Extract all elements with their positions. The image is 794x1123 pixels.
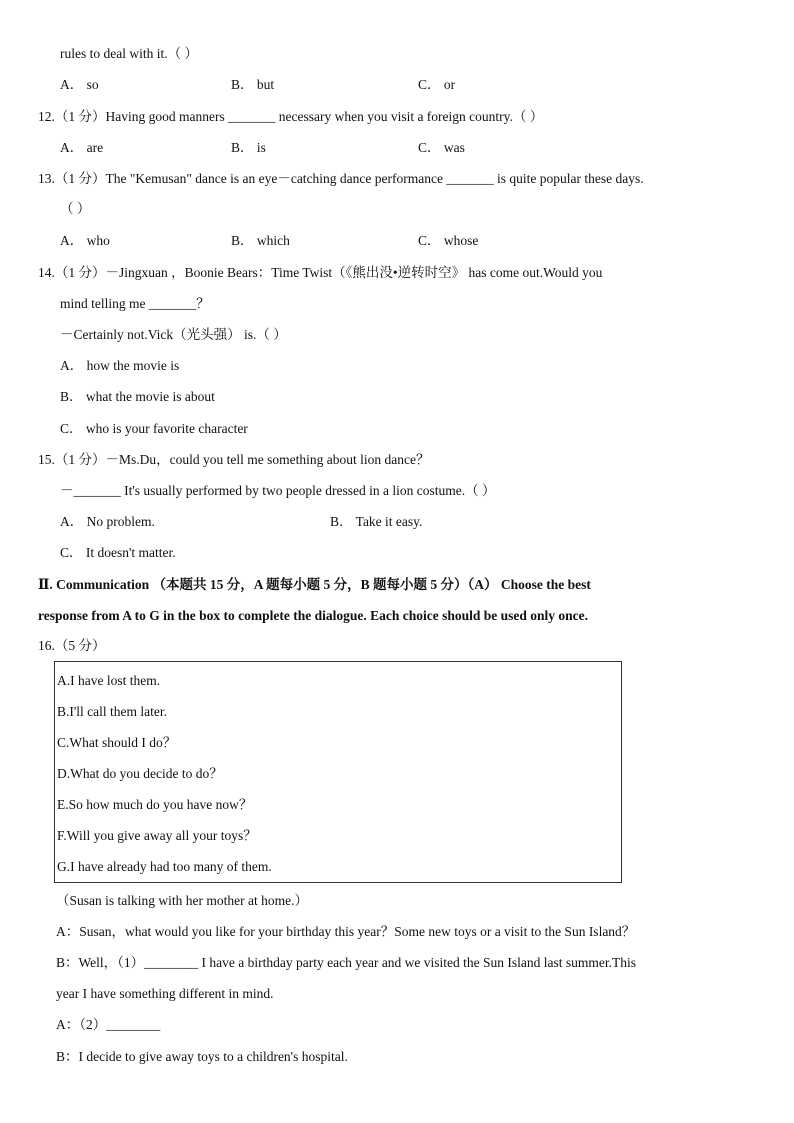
- q11-stem-tail: rules to deal with it.（ ）: [60, 46, 198, 61]
- q15-option-b[interactable]: B． Take it easy.: [330, 514, 423, 529]
- q14-stem-line2: mind telling me _______？: [60, 296, 210, 311]
- section-2-instructions: response from A to G in the box to complete the dialogue. Each choice should be used only once.: [38, 608, 589, 623]
- q14-option-c[interactable]: C． who is your favorite character: [60, 421, 248, 436]
- q11-option-b[interactable]: B． but: [231, 77, 275, 92]
- q13-option-a[interactable]: A． who: [60, 233, 110, 248]
- q12-option-b[interactable]: B． is: [231, 140, 266, 155]
- dialogue-line-b2: B：I decide to give away toys to a children's hospital.: [56, 1049, 348, 1064]
- q15-stem: 15.（1 分）－Ms.Du，could you tell me something about lion dance？: [38, 452, 430, 467]
- q15-option-c[interactable]: C． It doesn't matter.: [60, 545, 176, 560]
- q14-stem: 14.（1 分）－Jingxuan ，Boonie Bears：Time Twist（《熊出没•逆转时空》 has come out.Would you: [38, 265, 603, 280]
- dialogue-line-b1-cont: year I have something different in mind.: [56, 986, 274, 1001]
- section-2-heading: Ⅱ. Communication （本题共 15 分，A 题每小题 5 分，B 题每小题 5 分）（A） Choose the best: [38, 577, 591, 592]
- q16-label: 16.（5 分）: [38, 638, 106, 653]
- choice-e: E.So how much do you have now？: [57, 797, 253, 812]
- dialogue-line-a2[interactable]: A：（2）________: [56, 1017, 161, 1032]
- dialogue-context: （Susan is talking with her mother at home.）: [56, 893, 308, 908]
- dialogue-line-a1: A：Susan，what would you like for your birthday this year？Some new toys or a visit to the Sun Island？: [56, 924, 636, 939]
- choice-d: D.What do you decide to do？: [57, 766, 223, 781]
- q13-option-b[interactable]: B． which: [231, 233, 290, 248]
- choice-b: B.I'll call them later.: [57, 704, 168, 719]
- dialogue-line-b1[interactable]: B：Well，（1）________ I have a birthday party each year and we visited the Sun Island last summer.This: [56, 955, 637, 970]
- q13-option-c[interactable]: C． whose: [418, 233, 479, 248]
- choice-g: G.I have already had too many of them.: [57, 859, 272, 874]
- choice-c: C.What should I do？: [57, 735, 177, 750]
- choice-f: F.Will you give away all your toys？: [57, 828, 257, 843]
- q11-option-a[interactable]: A． so: [60, 77, 99, 92]
- q15-response: －_______ It's usually performed by two people dressed in a lion costume.（ ）: [60, 483, 496, 498]
- q15-option-a[interactable]: A． No problem.: [60, 514, 155, 529]
- q13-answer-bracket: （ ）: [60, 201, 91, 216]
- q14-response: －Certainly not.Vick（光头强） is.（ ）: [60, 327, 287, 342]
- q14-option-a[interactable]: A． how the movie is: [60, 358, 180, 373]
- q11-option-c[interactable]: C． or: [418, 77, 456, 92]
- q12-option-a[interactable]: A． are: [60, 140, 104, 155]
- q13-stem: 13.（1 分）The "Kemusan" dance is an eye－catching dance performance _______ is quite popular these days.: [38, 171, 644, 186]
- q12-option-c[interactable]: C． was: [418, 140, 465, 155]
- q14-option-b[interactable]: B． what the movie is about: [60, 389, 215, 404]
- choice-box: [54, 661, 622, 883]
- choice-a: A.I have lost them.: [57, 673, 161, 688]
- q12-stem: 12.（1 分）Having good manners _______ necessary when you visit a foreign country.（ ）: [38, 109, 544, 124]
